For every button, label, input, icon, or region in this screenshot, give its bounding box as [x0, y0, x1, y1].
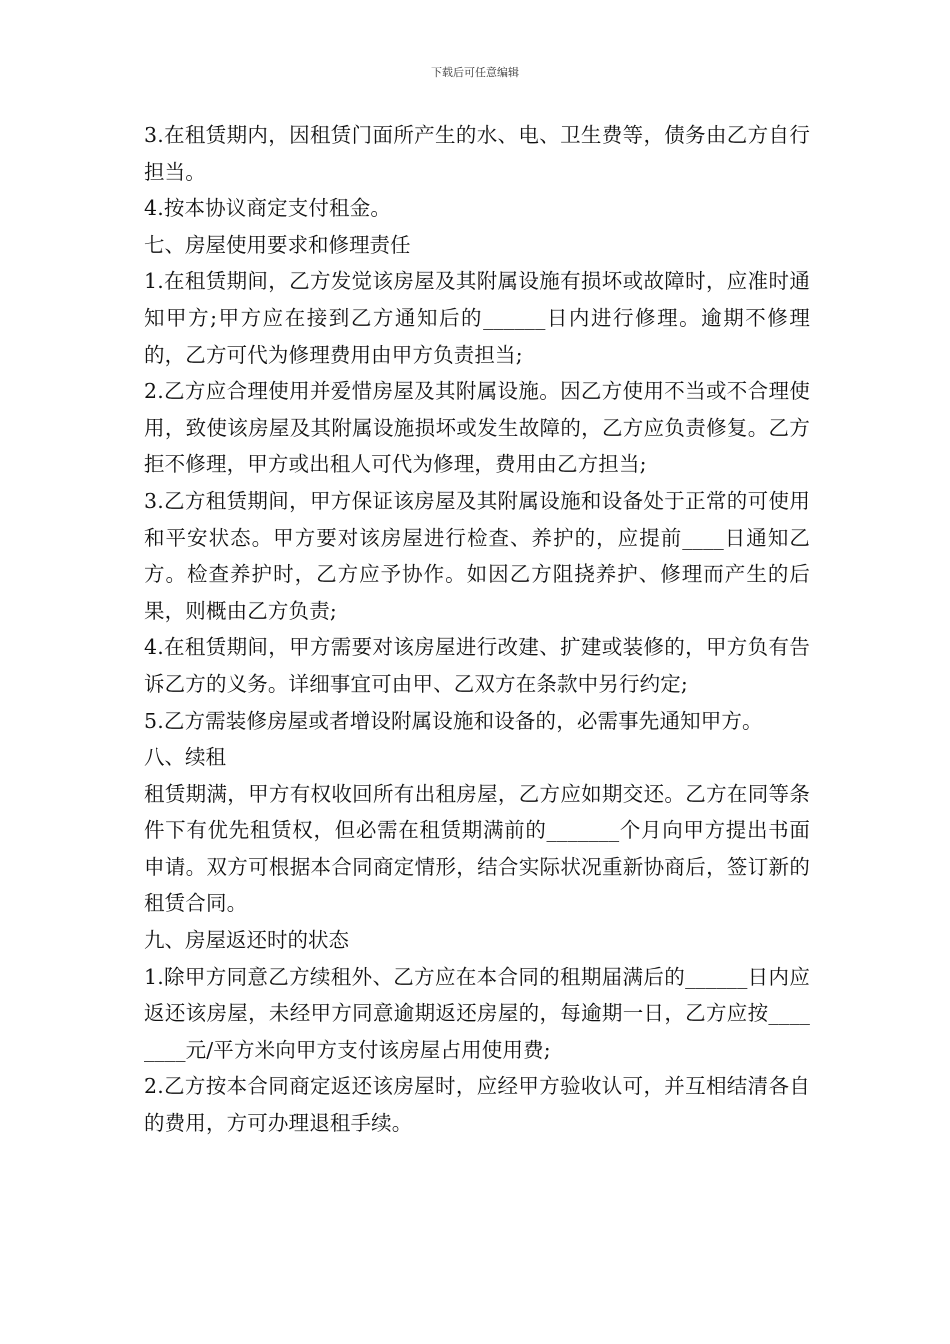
clause-7-2: 2.乙方应合理使用并爱惜房屋及其附属设施。因乙方使用不当或不合理使用，致使该房屋及其附属设施损坏或发生故障的，乙方应负责修复。乙方拒不修理，甲方或出租人可代为修理，费用由乙方担当; [144, 379, 810, 477]
clause-7-3: 3.乙方租赁期间，甲方保证该房屋及其附属设施和设备处于正常的可使用和平安状态。甲方要对该房屋进行检查、养护的，应提前____日通知乙方。检查养护时，乙方应予协作。如因乙方阻挠养护、修理而产生的后果，则概由乙方负责; [144, 488, 810, 623]
document-body [144, 117, 810, 1142]
clause-7-5: 5.乙方需装修房屋或者增设附属设施和设备的，必需事先通知甲方。 [144, 708, 763, 733]
clause-9-2: 2.乙方按本合同商定返还该房屋时，应经甲方验收认可，并互相结清各自的费用，方可办理退租手续。 [144, 1074, 810, 1136]
clause-9-1: 1.除甲方同意乙方续租外、乙方应在本合同的租期届满后的______日内应返还该房屋，未经甲方同意逾期返还房屋的，每逾期一日，乙方应按________元/平方米向甲方支付该房屋占用使用费; [144, 964, 810, 1062]
page-header: 下载后可任意编辑 [431, 66, 519, 79]
clause-7-4: 4.在租赁期间，甲方需要对该房屋进行改建、扩建或装修的，甲方负有告诉乙方的义务。详细事宜可由甲、乙双方在条款中另行约定; [144, 635, 810, 696]
clause-6-4: 4.按本协议商定支付租金。 [144, 196, 392, 221]
section-7-heading: 七、房屋使用要求和修理责任 [144, 232, 411, 257]
section-8-heading: 八、续租 [144, 745, 226, 770]
clause-8-renewal: 租赁期满，甲方有权收回所有出租房屋，乙方应如期交还。乙方在同等条件下有优先租赁权，但必需在租赁期满前的_______个月向甲方提出书面申请。双方可根据本合同商定情形，结合实际状况重新协商后，签订新的租赁合同。 [144, 781, 810, 916]
clause-7-1: 1.在租赁期间，乙方发觉该房屋及其附属设施有损坏或故障时，应准时通知甲方;甲方应在接到乙方通知后的______日内进行修理。逾期不修理的，乙方可代为修理费用由甲方负责担当; [144, 269, 810, 367]
section-9-heading: 九、房屋返还时的状态 [144, 928, 349, 953]
clause-6-3: 3.在租赁期内，因租赁门面所产生的水、电、卫生费等，债务由乙方自行担当。 [144, 123, 810, 184]
